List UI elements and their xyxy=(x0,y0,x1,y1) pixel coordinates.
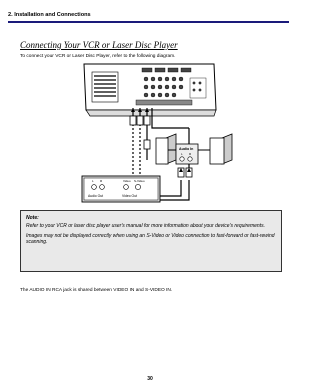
projector-illustration xyxy=(84,64,216,116)
note-line-1: Refer to your VCR or laser disc player user's manual for more information about your device's requirements. xyxy=(26,223,265,229)
page-number: 30 xyxy=(147,376,153,382)
note-title: Note: xyxy=(26,215,39,221)
note-box xyxy=(20,210,282,272)
amplifier-audio-in xyxy=(176,144,198,164)
video-out-label: Video Out xyxy=(122,194,138,198)
vcr-device xyxy=(82,176,160,202)
svideo-label: S-Video xyxy=(134,179,145,183)
section-title: Connecting Your VCR or Laser Disc Player xyxy=(20,40,178,50)
audio-in-label: Audio In xyxy=(179,147,194,151)
footer-text: The AUDIO IN RCA jack is shared between VIDEO IN and S-VIDEO IN. xyxy=(20,288,173,293)
audio-out-label: Audio Out xyxy=(88,194,104,198)
svg-text:L: L xyxy=(92,179,94,183)
speaker-left xyxy=(156,134,176,164)
svg-text:L: L xyxy=(181,152,183,156)
svg-text:R: R xyxy=(189,152,192,156)
intro-text: To connect your VCR or Laser Disc Player, refer to the following diagram. xyxy=(20,54,176,59)
chapter-header: 2. Installation and Connections xyxy=(8,12,91,18)
note-line-2: Images may not be displayed correctly when using an S-Video or Video connection to fast-forward or fast-rewind scanning. xyxy=(26,233,275,245)
speaker-right xyxy=(210,134,232,164)
video-label: Video xyxy=(123,179,131,183)
svg-text:R: R xyxy=(100,179,103,183)
